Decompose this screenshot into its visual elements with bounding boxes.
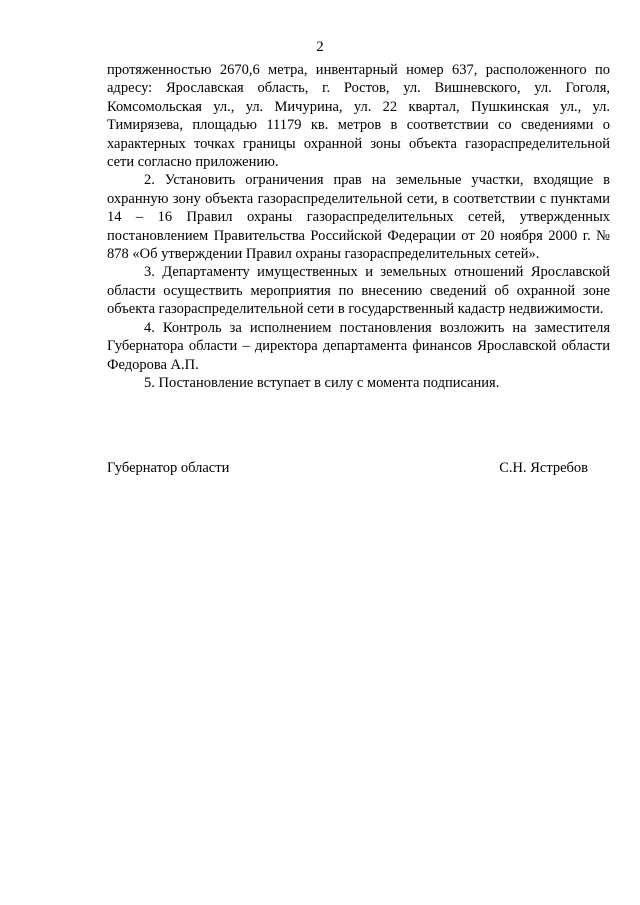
page-number: 2: [316, 39, 324, 55]
document-body: [107, 61, 610, 392]
paragraph-continuation: протяженностью 2670,6 метра, инвентарный номер 637, расположенного по адресу: Ярославская область, г. Ростов, ул. Вишневского, ул. Гоголя, Комсомольская ул., ул. Мичурина, ул. 22 квартал, Пушкинская ул., ул. Тимирязева, площадью 11179 кв. метров в соответствии со сведениями о характерных точках границы охранной зоны объекта газораспределительной сети согласно приложению.: [107, 62, 610, 171]
signature-block: [107, 459, 588, 477]
paragraph-item-4: 4. Контроль за исполнением постановления возложить на заместителя Губернатора области – директора департамента финансов Ярославской области Федорова А.П.: [107, 319, 610, 373]
signatory-title: Губернатор области: [107, 460, 230, 476]
signatory-name: С.Н. Ястребов: [499, 460, 588, 476]
paragraph-item-3: 3. Департаменту имущественных и земельных отношений Ярославской области осуществить мероприятия по внесению сведений об охранной зоне объекта газораспределительной сети в государственный кадастр недвижимости.: [107, 264, 610, 318]
paragraph-item-2: 2. Установить ограничения прав на земельные участки, входящие в охранную зону объекта газораспределительной сети, в соответствии с пунктами 14 – 16 Правил охраны газораспределительных сетей, утвержденных постановлением Правительства Российской Федерации от 20 ноября 2000 г. № 878 «Об утверждении Правил охраны газораспределительных сетей».: [107, 172, 610, 263]
paragraph-item-5: 5. Постановление вступает в силу с момента подписания.: [144, 374, 500, 391]
